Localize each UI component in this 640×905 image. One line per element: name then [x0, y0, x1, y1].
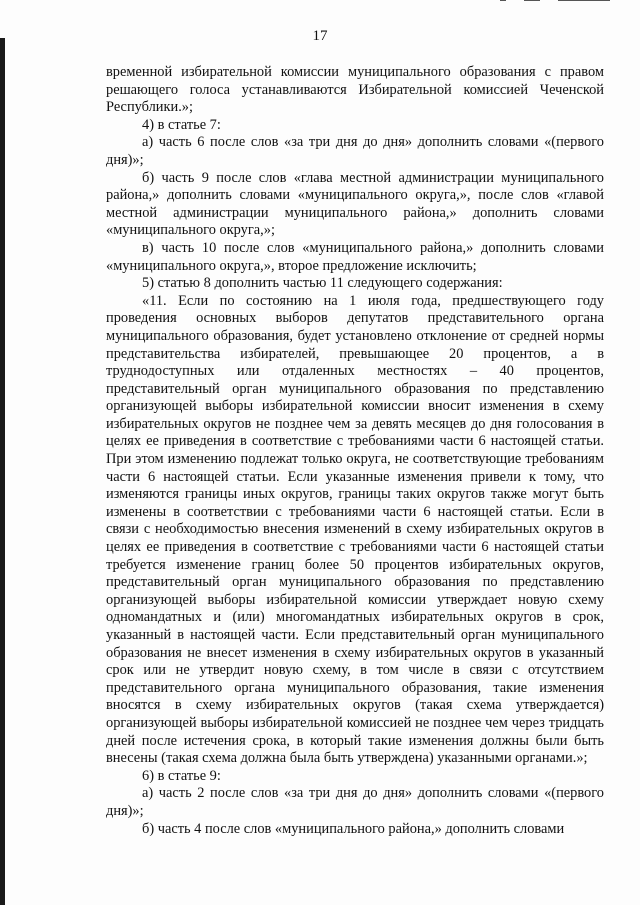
paragraph: 4) в статье 7: — [142, 116, 221, 133]
paragraph: временной избирательной комиссии муниципального образования с правом решающего голоса устанавливаются Избирательной комиссией Чеченской Республики.»; — [106, 64, 604, 116]
paragraph: б) часть 9 после слов «глава местной администрации муниципального района,» дополнить словами «муниципального округа,», после слов «главой местной администрации муниципального района,» дополнить словами «муниципального округа,»; — [106, 169, 604, 239]
page-number: 17 — [312, 28, 328, 44]
paragraph: б) часть 4 после слов «муниципального района,» дополнить словами — [142, 820, 565, 837]
paragraph: а) часть 2 после слов «за три дня до дня» дополнить словами «(первого дня)»; — [106, 785, 604, 819]
paragraph: 6) в статье 9: — [142, 767, 221, 784]
scan-top-marks — [482, 0, 610, 6]
paragraph: в) часть 10 после слов «муниципального района,» дополнить словами «муниципального округа,», второе предложение исключить; — [106, 239, 604, 274]
paragraph: а) часть 6 после слов «за три дня до дня» дополнить словами «(первого дня)»; — [106, 134, 604, 168]
document-body — [106, 64, 604, 838]
scan-left-edge — [0, 38, 5, 905]
paragraph: «11. Если по состоянию на 1 июля года, предшествующего году проведения основных выборов депутатов представительного органа муниципального образования, будет установлено отклонение от средней нормы представительства избирателей, превышающее 20 процентов, а в труднодоступных или отдаленных местностях – 40 процентов, представительный орган муниципального образования по представлению организующей выборы избирательной комиссии вносит изменения в схему избирательных округов не позднее чем за девять месяцев до дня голосования в целях ее приведения в соответствие с требованиями части 6 настоящей статьи. При этом изменению подлежат только округа, не соответствующие требованиям части 6 настоящей статьи. Если указанные изменения привели к тому, что изменяются границы иных округов, границы таких округов также могут быть изменены в соответствии с требованиями части 6 настоящей статьи. Если в связи с необходимостью внесения изменений в схему избирательных округов в целях ее приведения в соответствие с требованиями части 6 настоящей статьи требуется изменение границ более 50 процентов избирательных округов, представительный орган муниципального образования по представлению организующей выборы избирательной комиссии утверждает новую схему одномандатных и (или) многомандатных избирательных округов в срок, указанный в настоящей части. Если представительный орган муниципального образования не внесет изменения в схему избирательных округов в указанный срок или не утвердит новую схему, в том числе в связи с отсутствием представительного органа муниципального образования, такие изменения вносятся в схему избирательных округов (такая схема утверждается) организующей выборы избирательной комиссией не позднее чем через тридцать дней после истечения срока, в который такие изменения должны были быть внесены (такая схема должна была быть утверждена) указанными органами.»; — [106, 292, 604, 767]
paragraph: 5) статью 8 дополнить частью 11 следующего содержания: — [142, 275, 503, 292]
